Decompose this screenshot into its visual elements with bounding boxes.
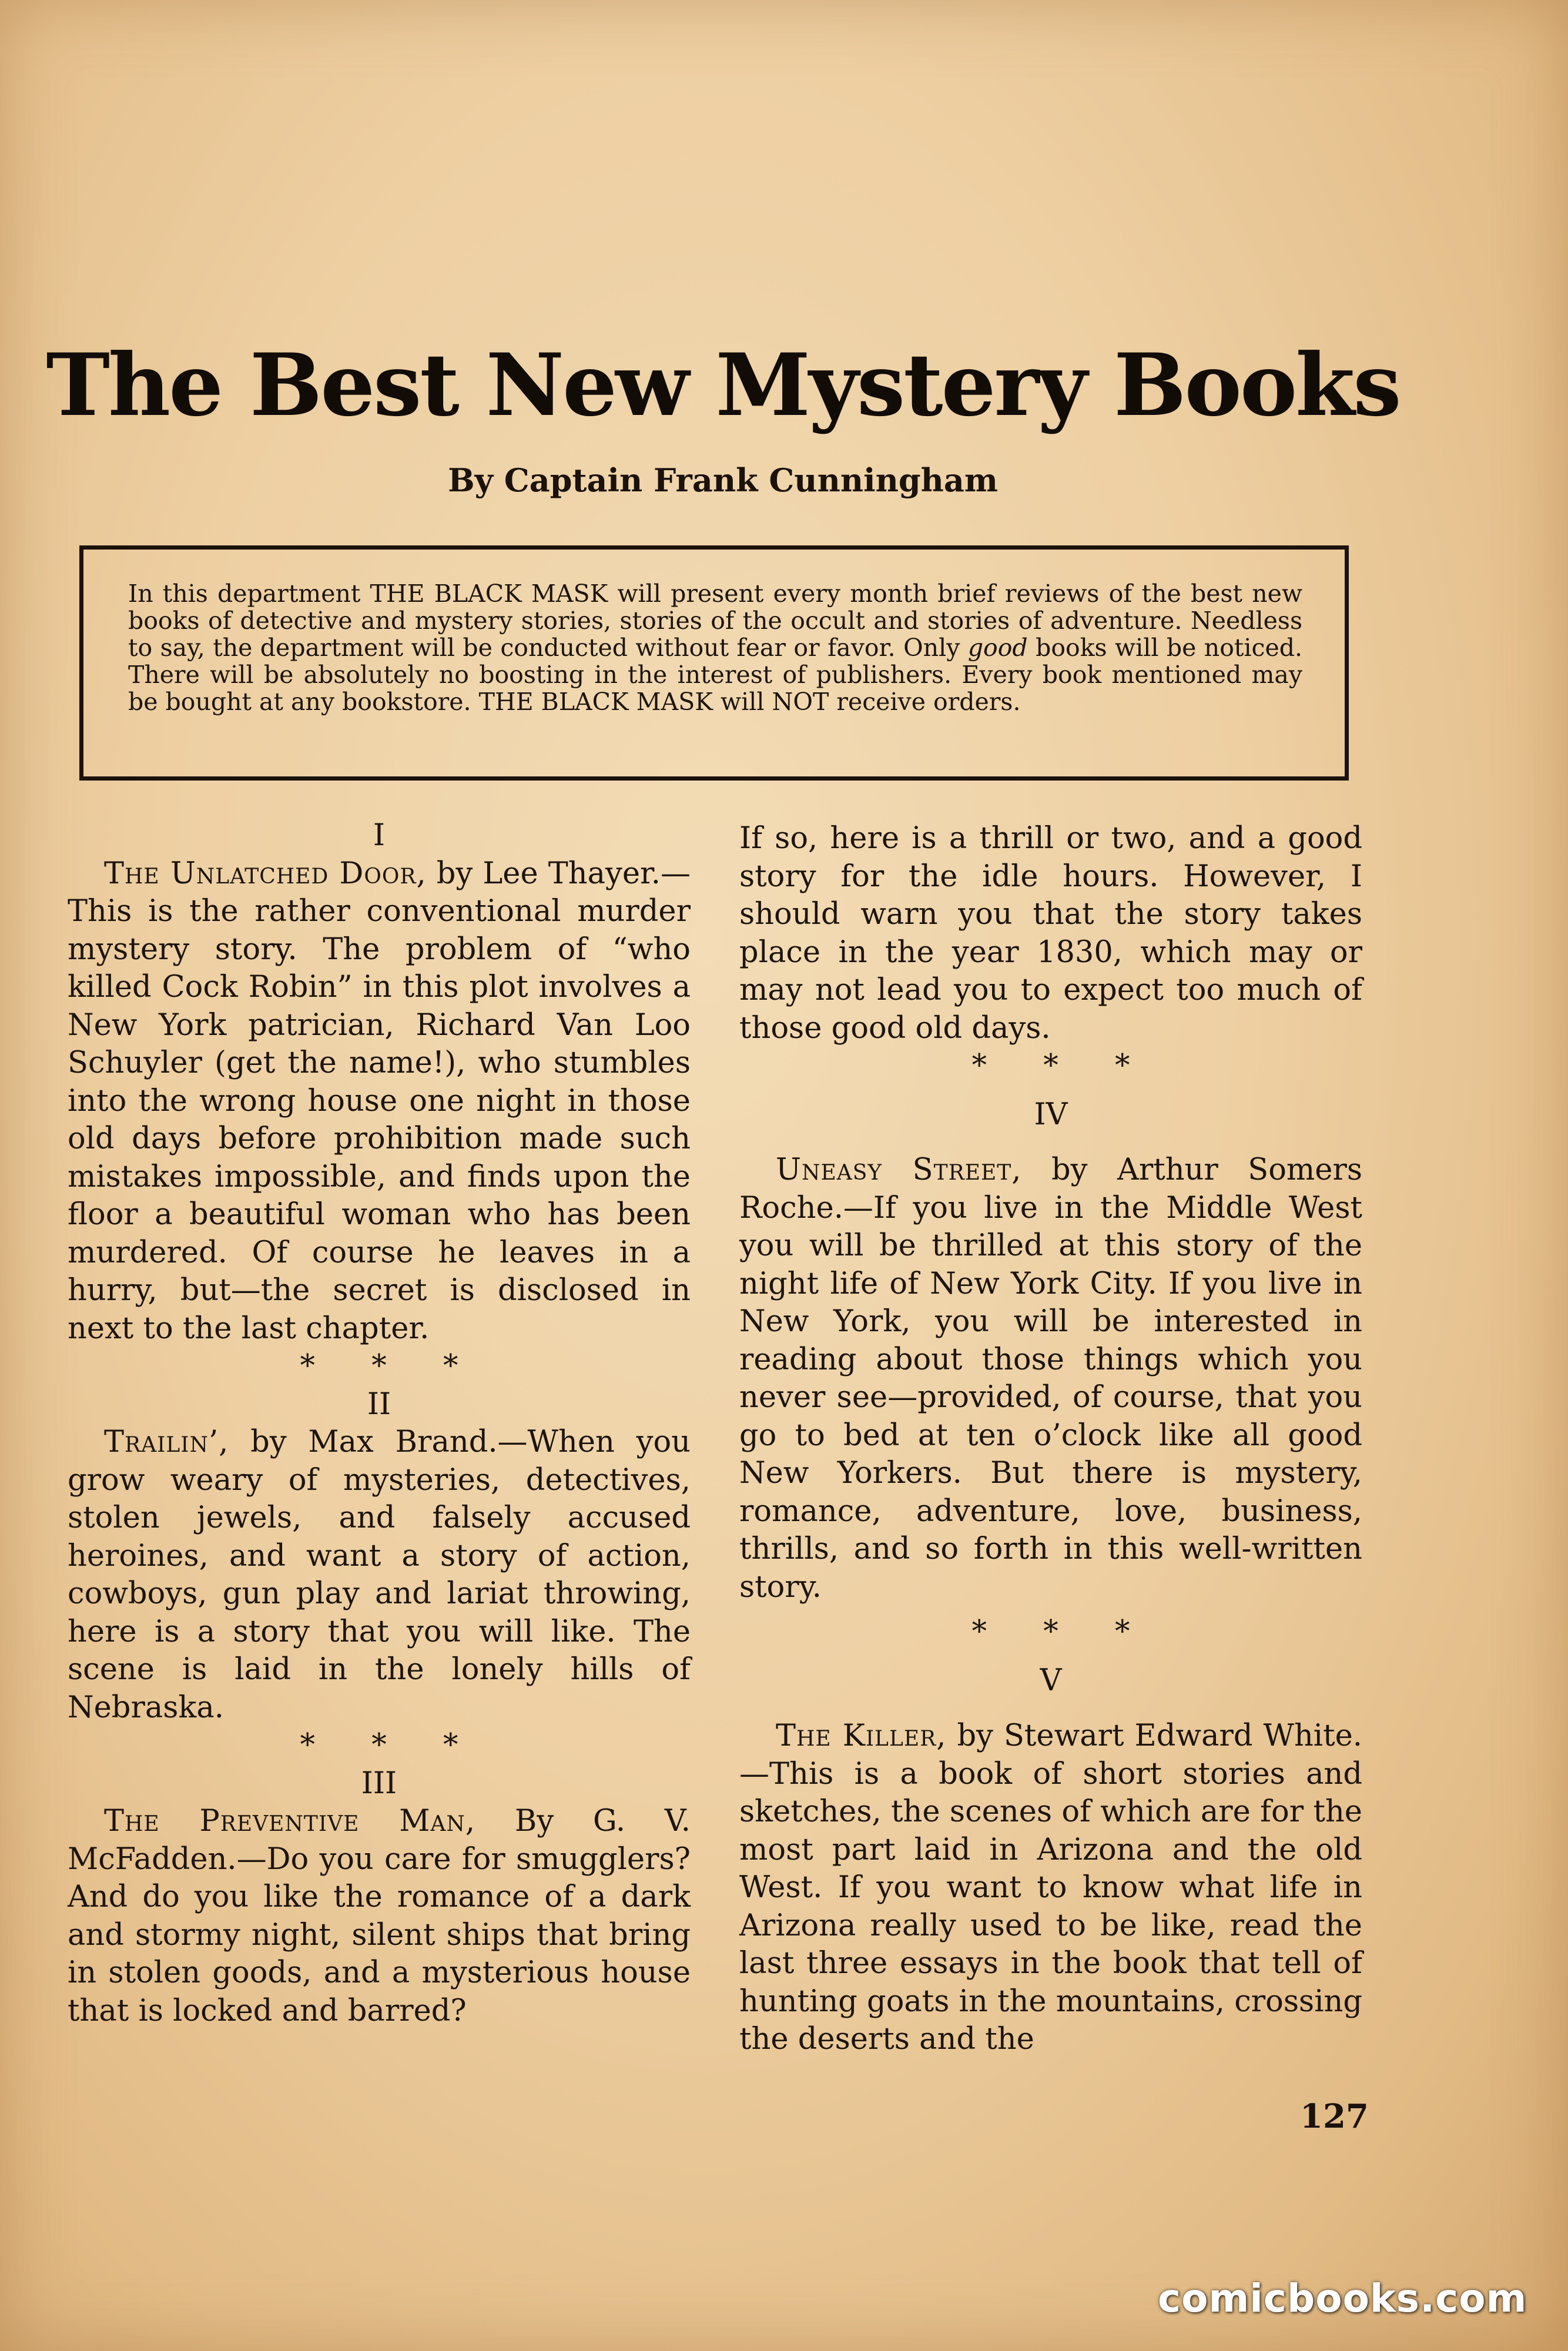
book-title-3: The Preventive Man,	[104, 1804, 476, 1838]
notice-emphasis-good: good	[967, 634, 1028, 662]
review-body-5: by Stewart Edward White.—This is a book of short stories and sketches, the scenes of which are for the most part laid in Arizona and the old West. If you want to know what life in Arizona really used to be like, read the last three essays in the book that tell of hunting goats in the mountains, crossing the deserts and the	[739, 1719, 1362, 2057]
review-4	[739, 1151, 1362, 1606]
book-title-4: Uneasy Street,	[776, 1153, 1022, 1187]
separator-stars-4: * * *	[971, 1615, 1130, 1649]
separator-stars-3: * * *	[971, 1049, 1130, 1083]
article-title: The Best New Mystery Books	[46, 335, 1400, 436]
separator-stars-2: * * *	[300, 1728, 458, 1763]
review-5	[739, 1717, 1362, 2059]
page-number: 127	[1300, 2097, 1369, 2136]
review-2	[68, 1424, 691, 1727]
site-watermark: comicbooks.com	[1158, 2276, 1527, 2321]
book-title-1: The Unlatched Door,	[104, 856, 427, 891]
notice-text-start: In this department THE BLACK MASK will present every month brief reviews of the best new books of detective and mystery stories, stories of the occult and stories of adventure. Needless to say, the department will be conducted without fear or favor. Only	[128, 580, 1302, 662]
section-numeral-3: III	[361, 1766, 397, 1801]
section-numeral-4: IV	[1034, 1097, 1068, 1132]
right-column	[739, 820, 1362, 2059]
book-title-2: Trailin’,	[104, 1425, 229, 1459]
review-1	[68, 855, 691, 1348]
left-column	[68, 817, 691, 2030]
review-body-1: by Lee Thayer.—This is the rather conventional murder mystery story. The problem of “who killed Cock Robin” in this plot involves a New York patrician, Richard Van Loo Schuyler (get the name!), who stumbles into the wrong house one night in those old days before prohibition made such mistakes impossible, and finds upon the floor a beautiful woman who has been murdered. Of course he leaves in a hurry, but—the secret is disclosed in next to the last chapter.	[68, 856, 691, 1346]
section-numeral-2: II	[367, 1387, 391, 1422]
review-3	[68, 1803, 691, 2030]
book-title-5: The Killer,	[776, 1719, 947, 1753]
review-body-3: By G. V. McFadden.—Do you care for smugglers? And do you like the romance of a dark and stormy night, silent ships that bring in stolen goods, and a mysterious house that is locked and barred?	[68, 1804, 691, 2028]
department-notice-box	[79, 545, 1349, 781]
section-numeral-1: I	[373, 818, 386, 853]
review-3-continuation: If so, here is a thrill or two, and a good story for the idle hours. However, I should warn you that the story takes place in the year 1830, which may or may not lead you to expect too much of those good old days.	[739, 821, 1362, 1046]
review-body-2: by Max Brand.—When you grow weary of mysteries, detectives, stolen jewels, and falsely accused heroines, and want a story of action, cowboys, gun play and lariat throwing, here is a story that you will like. The scene is laid in the lonely hills of Nebraska.	[68, 1425, 691, 1725]
author-byline: By Captain Frank Cunningham	[447, 461, 999, 499]
notice-text-end: books will be noticed. There will be absolutely no boosting in the interest of publishers. Every book mentioned may be bought at any bookstore. THE BLACK MASK will NOT receive orders.	[128, 634, 1302, 716]
separator-stars-1: * * *	[300, 1349, 458, 1384]
review-body-4: by Arthur Somers Roche.—If you live in the Middle West you will be thrilled at this story of the night life of New York City. If you live in New York, you will be interested in reading about those things which you never see—provided, of course, that you go to bed at ten o’clock like all good New Yorkers. But there is mystery, romance, adventure, love, business, thrills, and so forth in this well-written story.	[739, 1153, 1362, 1605]
section-numeral-5: V	[1040, 1663, 1062, 1698]
